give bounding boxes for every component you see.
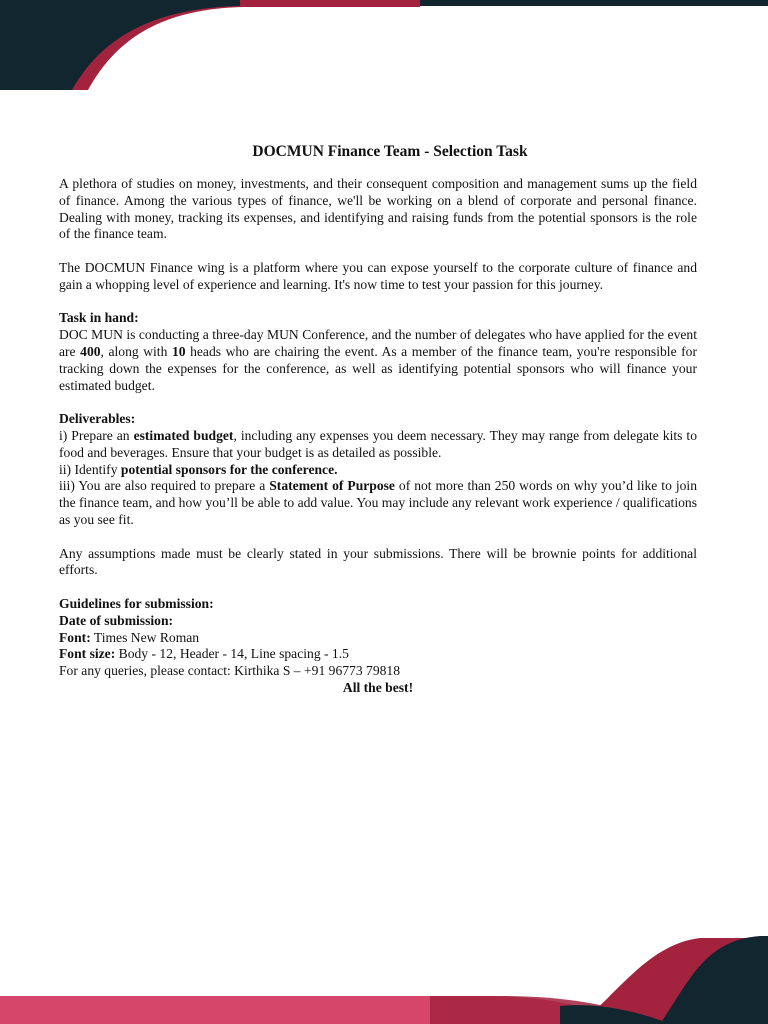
intro-paragraph-1: A plethora of studies on money, investments, and their consequent composition and management sums up the field of finance. Among the various types of finance, we'll be working on a blend of corporate and personal finance. Dealing with money, tracking its expenses, and identifying and raising funds from the potential sponsors is the role of the finance team. [59, 176, 697, 242]
font-guideline: Font: Times New Roman [59, 629, 200, 645]
footer-decoration [0, 930, 768, 1024]
closing-line: All the best! [342, 679, 414, 695]
guidelines-heading: Guidelines for submission: [59, 595, 214, 611]
task-heading: Task in hand: [59, 310, 139, 326]
submission-date-label: Date of submission: [59, 612, 174, 628]
assumptions-paragraph: Any assumptions made must be clearly stated in your submissions. There will be brownie points for additional efforts. [59, 545, 697, 578]
document-body [59, 142, 697, 697]
task-paragraph: DOC MUN is conducting a three-day MUN Conference, and the number of delegates who have applied for the event are 400, along with 10 heads who are chairing the event. As a member of the finance team, you're responsible for tracking down the expenses for the conference, as well as identifying potential sponsors who will finance your estimated budget. [59, 327, 697, 393]
contact-line: For any queries, please contact: Kirthika S – +91 96773 79818 [59, 663, 401, 679]
page-title: DOCMUN Finance Team - Selection Task [252, 143, 528, 160]
deliverable-item-3: iii) You are also required to prepare a Statement of Purpose of not more than 250 words on why you’d like to join the finance team, and how you’ll be able to add value. You may include any relevant work experience / qualifications as you see fit. [59, 478, 697, 527]
delegate-count: 400 [80, 343, 101, 359]
deliverables-heading: Deliverables: [59, 411, 136, 427]
intro-paragraph-2: The DOCMUN Finance wing is a platform where you can expose yourself to the corporate culture of finance and gain a whopping level of experience and learning. It's now time to test your passion for this journey. [59, 259, 697, 292]
heads-count: 10 [171, 343, 186, 359]
deliverable-item-1: i) Prepare an estimated budget, including any expenses you deem necessary. They may range from delegate kits to food and beverages. Ensure that your budget is as detailed as possible. [59, 427, 697, 460]
header-decoration [0, 0, 768, 100]
deliverable-item-2: ii) Identify potential sponsors for the conference. [59, 461, 338, 477]
font-size-guideline: Font size: Body - 12, Header - 14, Line spacing - 1.5 [59, 646, 349, 662]
